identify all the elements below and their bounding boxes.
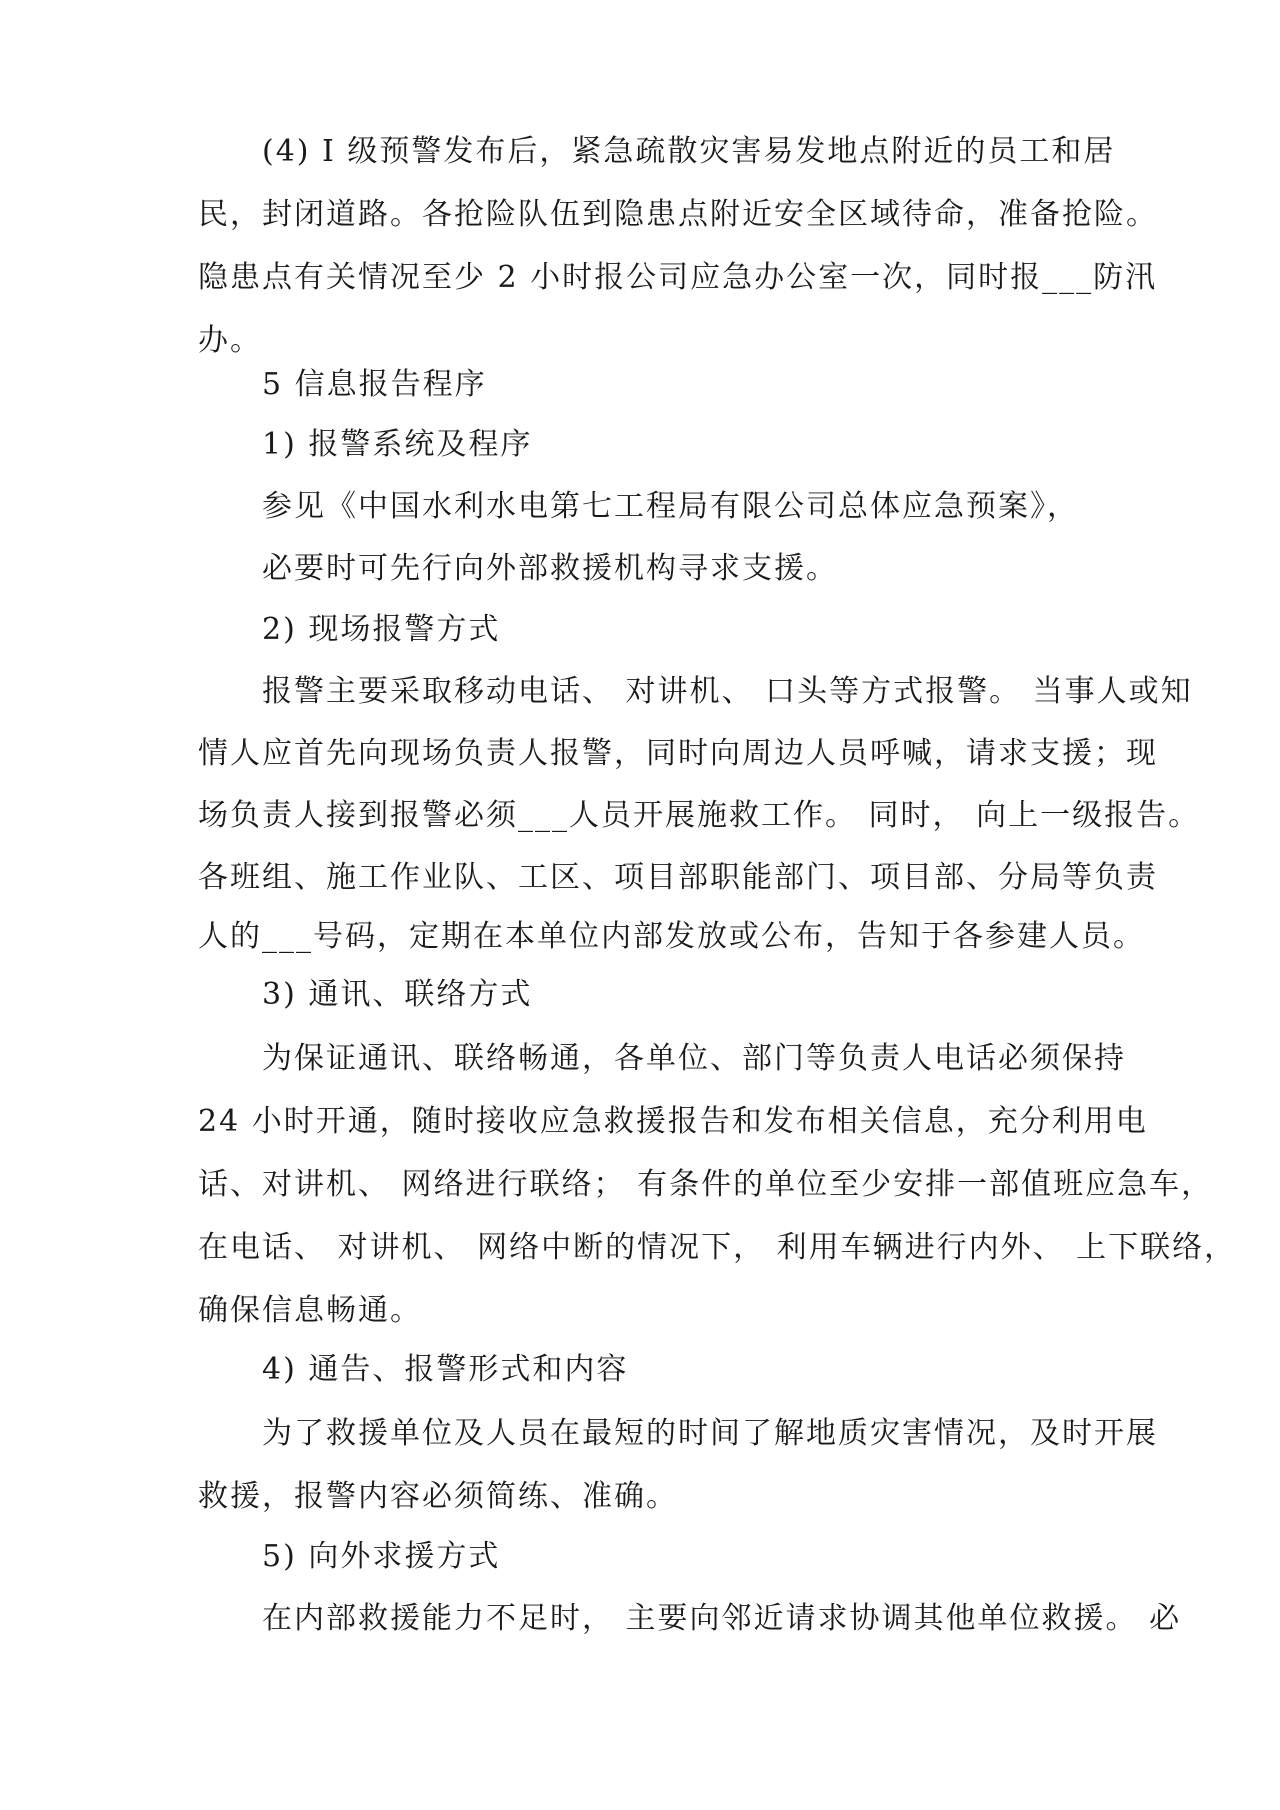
paragraph-line: 民，封闭道路。各抢险队伍到隐患点附近安全区域待命，准备抢险。 — [198, 197, 1158, 232]
subsection-heading: 2) 现场报警方式 — [262, 612, 501, 647]
paragraph-line: 确保信息畅通。 — [198, 1293, 422, 1328]
subsection-heading: 5) 向外求援方式 — [262, 1539, 501, 1574]
paragraph-line: 为了救援单位及人员在最短的时间了解地质灾害情况，及时开展 — [262, 1416, 1158, 1451]
paragraph-line: 在内部救援能力不足时， 主要向邻近请求协调其他单位救援。 必 — [262, 1601, 1182, 1636]
paragraph-line: 场负责人接到报警必须___人员开展施救工作。 同时， 向上一级报告。 — [198, 798, 1201, 833]
paragraph-line: 24 小时开通，随时接收应急救援报告和发布相关信息，充分利用电 — [198, 1104, 1148, 1139]
paragraph-line: 救援，报警内容必须简练、准确。 — [198, 1479, 678, 1514]
section-heading: 5 信息报告程序 — [262, 367, 487, 402]
subsection-heading: 1) 报警系统及程序 — [262, 427, 533, 462]
paragraph-line: 隐患点有关情况至少 2 小时报公司应急办公室一次，同时报___防汛 — [198, 260, 1158, 295]
paragraph-line: (4) I 级预警发布后，紧急疏散灾害易发地点附近的员工和居 — [262, 134, 1116, 169]
paragraph-line: 各班组、施工作业队、工区、项目部职能部门、项目部、分局等负责 — [198, 860, 1158, 895]
paragraph-line: 在电话、 对讲机、 网络中断的情况下， 利用车辆进行内外、 上下联络， — [198, 1230, 1237, 1265]
paragraph-line: 报警主要采取移动电话、 对讲机、 口头等方式报警。 当事人或知 — [262, 674, 1193, 709]
subsection-heading: 3) 通讯、联络方式 — [262, 977, 533, 1012]
subsection-heading: 4) 通告、报警形式和内容 — [262, 1352, 629, 1387]
paragraph-line: 参见《中国水利水电第七工程局有限公司总体应急预案》， — [262, 489, 1079, 524]
paragraph-line: 情人应首先向现场负责人报警，同时向周边人员呼喊，请求支援；现 — [198, 736, 1158, 771]
paragraph-line: 为保证通讯、联络畅通，各单位、部门等负责人电话必须保持 — [262, 1041, 1126, 1076]
paragraph-line: 必要时可先行向外部救援机构寻求支援。 — [262, 551, 838, 586]
paragraph-line: 人的___号码，定期在本单位内部发放或公布，告知于各参建人员。 — [198, 919, 1145, 954]
paragraph-line: 办。 — [198, 323, 262, 358]
paragraph-line: 话、对讲机、 网络进行联络； 有条件的单位至少安排一部值班应急车， — [198, 1167, 1214, 1202]
